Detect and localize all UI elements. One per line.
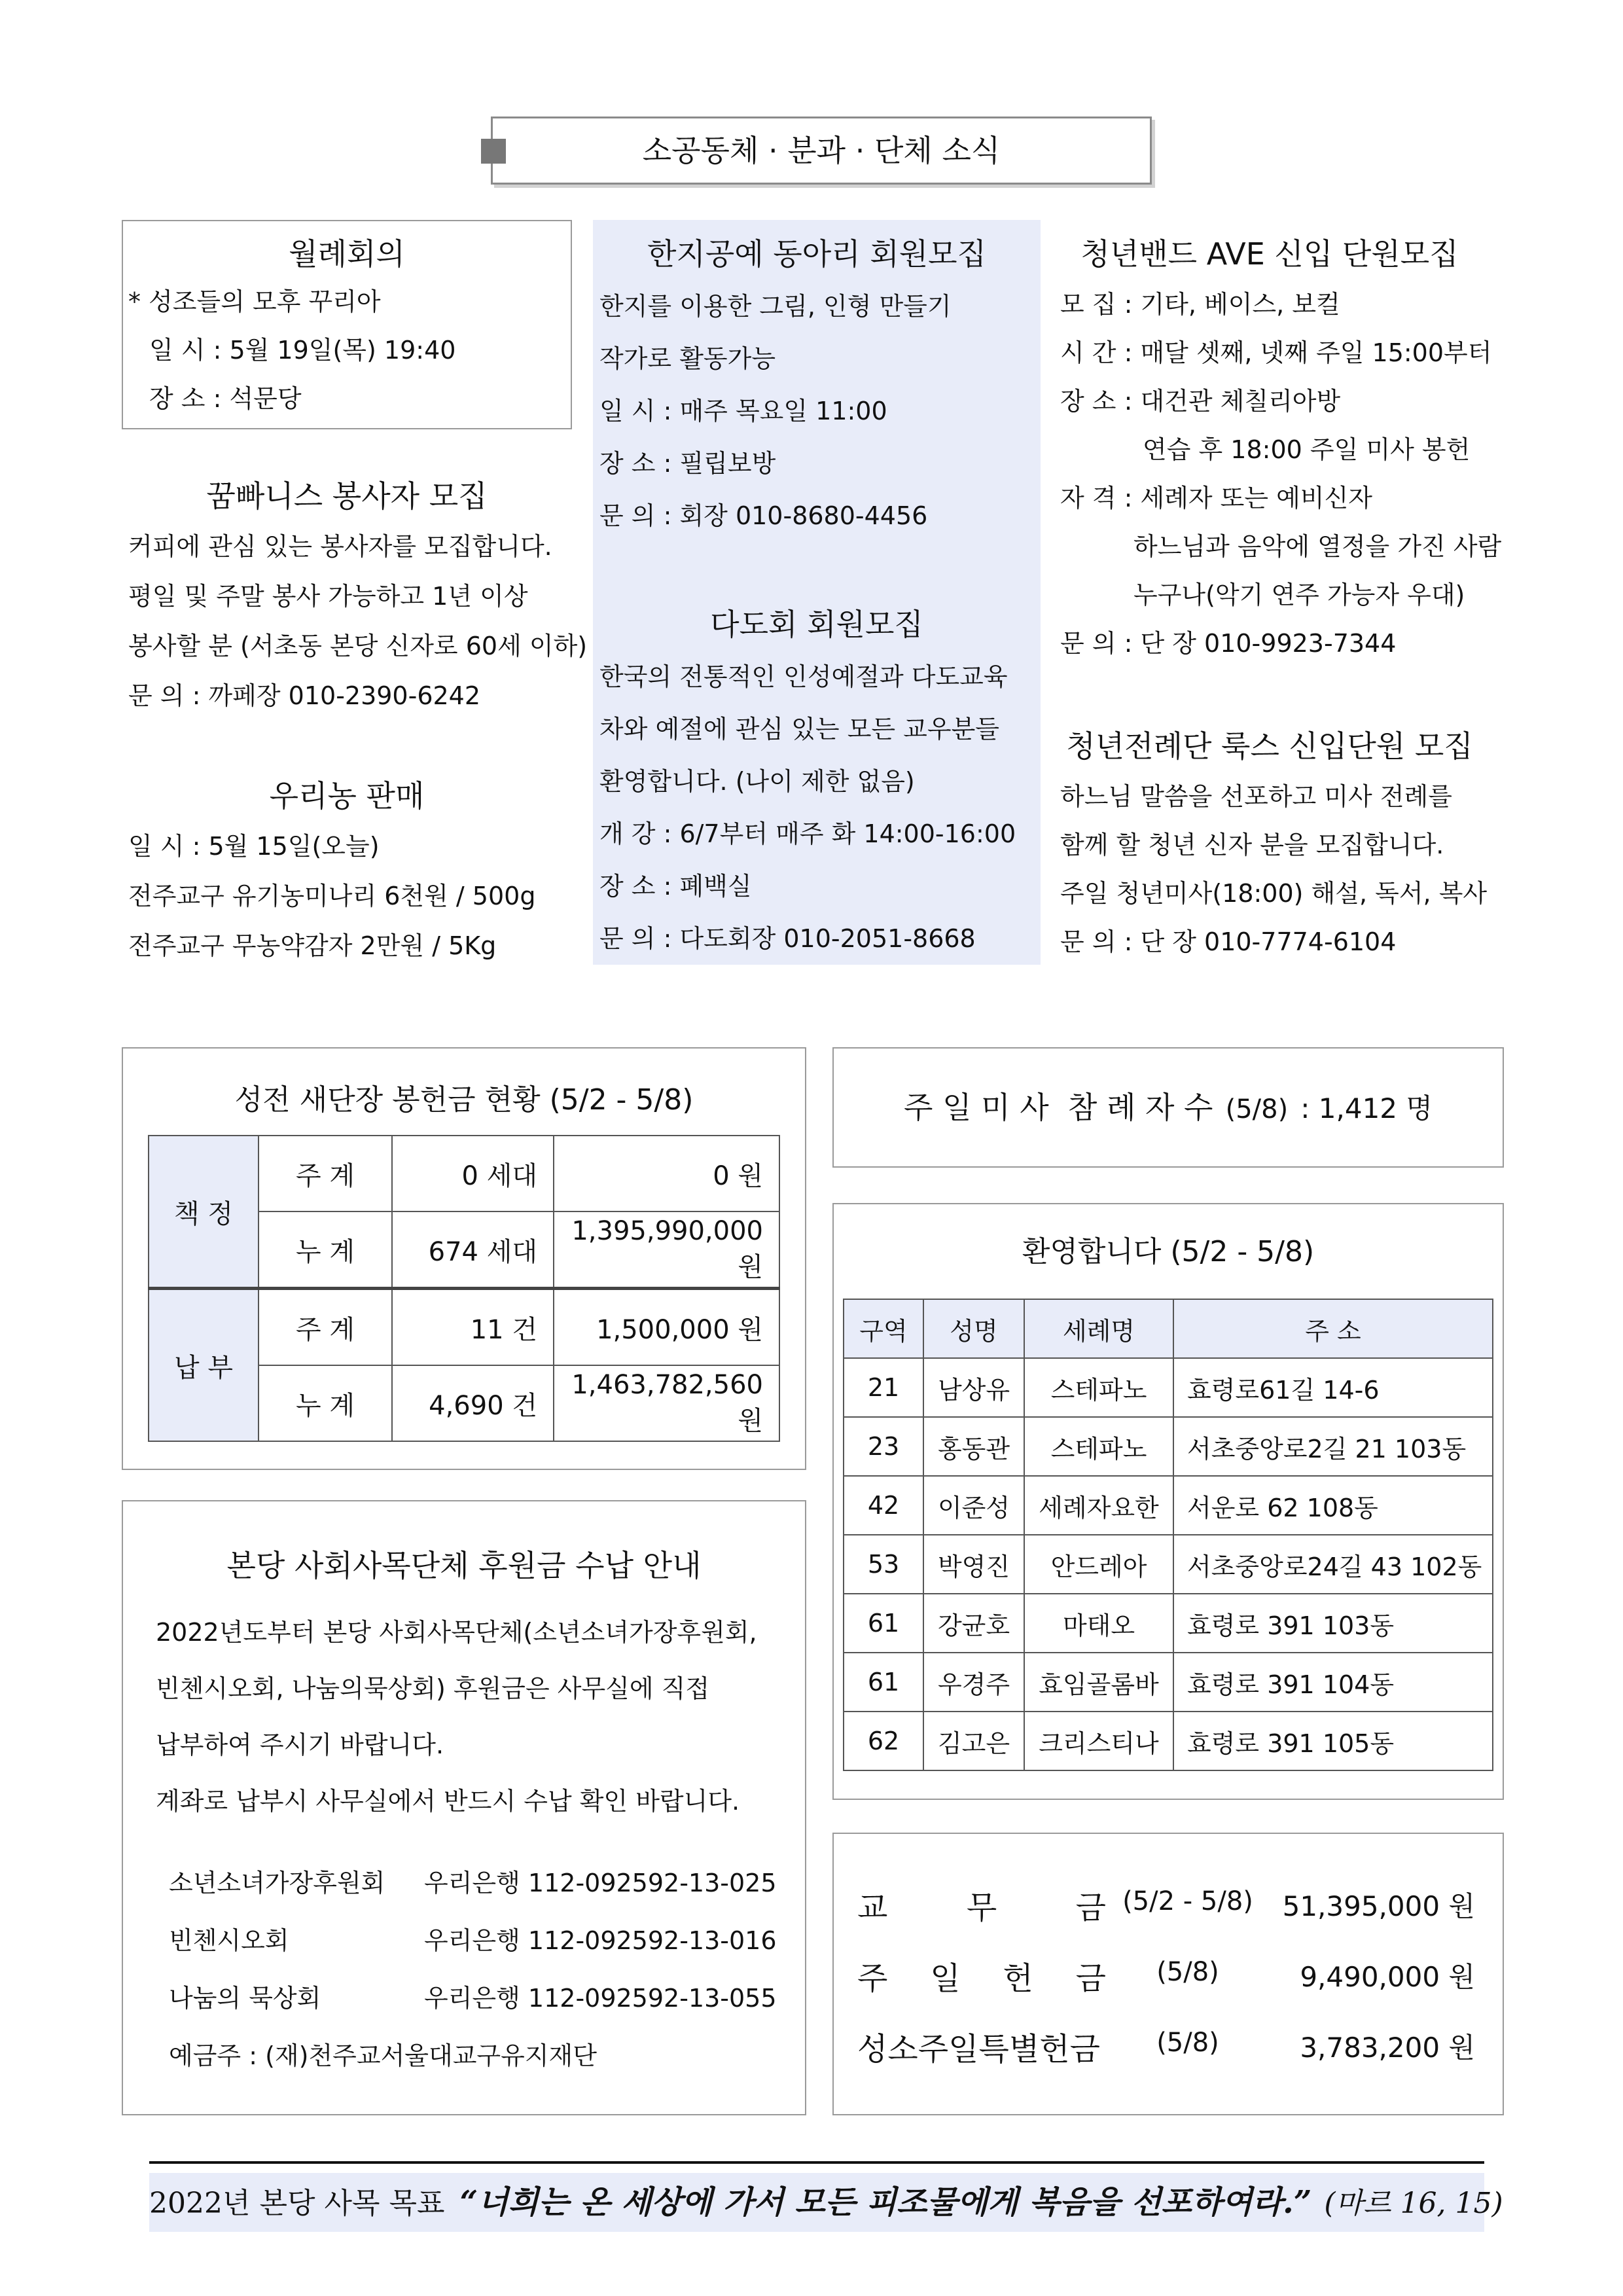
youth-liturgy-line: 함께 할 청년 신자 분을 모집합니다. bbox=[1060, 831, 1444, 859]
farm-sale-line: 일 시 : 5월 15일(오늘) bbox=[128, 832, 380, 861]
fund-amount: 3,783,200 원 bbox=[1300, 2032, 1475, 2064]
monthly-meeting-line: 일 시 : 5월 19일(목) 19:40 bbox=[149, 336, 456, 365]
youth-band-line: 시 간 : 매달 셋째, 넷째 주일 15:00부터 bbox=[1060, 338, 1492, 367]
support-account-org: 빈첸시오회 bbox=[169, 1926, 289, 1955]
table-row bbox=[844, 1476, 1493, 1535]
youth-band-line: 누구나(악기 연주 가능자 우대) bbox=[1133, 581, 1465, 609]
welcome-cell-zone: 62 bbox=[844, 1712, 923, 1770]
hanji-club-title: 한지공예 동아리 회원모집 bbox=[647, 236, 987, 272]
welcome-header-name: 성명 bbox=[923, 1299, 1024, 1358]
welcome-cell-address: 효령로 391 105동 bbox=[1173, 1712, 1493, 1770]
table-header-row bbox=[844, 1299, 1493, 1358]
welcome-cell-zone: 53 bbox=[844, 1535, 923, 1594]
welcome-cell-name: 강균호 bbox=[923, 1594, 1024, 1653]
offering-amount: 1,463,782,560 원 bbox=[554, 1365, 779, 1441]
welcome-cell-address: 서초중앙로24길 43 102동 bbox=[1173, 1535, 1493, 1594]
hanji-club-line: 한지를 이용한 그림, 인형 만들기 bbox=[599, 292, 952, 321]
welcome-cell-baptism: 세례자요한 bbox=[1024, 1476, 1173, 1535]
welcome-cell-zone: 21 bbox=[844, 1358, 923, 1417]
support-title: 본당 사회사목단체 후원금 수납 안내 bbox=[226, 1548, 702, 1583]
table-row bbox=[149, 1289, 779, 1366]
welcome-cell-name: 김고은 bbox=[923, 1712, 1024, 1770]
offering-amount: 1,395,990,000 원 bbox=[554, 1211, 779, 1289]
page-title: 소공동체 · 분과 · 단체 소식 bbox=[642, 133, 1001, 168]
welcome-cell-baptism: 효임골롬바 bbox=[1024, 1653, 1173, 1712]
table-row bbox=[844, 1535, 1493, 1594]
fund-period: (5/8) bbox=[1156, 1957, 1219, 1987]
fund-label: 주 일 헌 금 bbox=[857, 1960, 1106, 1997]
offering-amount: 1,500,000 원 bbox=[554, 1289, 779, 1366]
youth-band-line: 자 격 : 세례자 또는 예비신자 bbox=[1060, 484, 1372, 512]
welcome-cell-name: 우경주 bbox=[923, 1653, 1024, 1712]
support-line: 2022년도부터 본당 사회사목단체(소년소녀가장후원회, bbox=[156, 1618, 757, 1647]
fund-label: 교 무 금 bbox=[857, 1890, 1106, 1926]
welcome-cell-baptism: 스테파노 bbox=[1024, 1358, 1173, 1417]
youth-band-line: 하느님과 음악에 열정을 가진 사람 bbox=[1133, 532, 1502, 561]
welcome-header-zone: 구역 bbox=[844, 1299, 923, 1358]
hanji-club-line: 장 소 : 필립보방 bbox=[599, 449, 776, 478]
table-row bbox=[149, 1136, 779, 1211]
welcome-cell-baptism: 안드레아 bbox=[1024, 1535, 1173, 1594]
tea-club-line: 환영합니다. (나이 제한 없음) bbox=[599, 767, 915, 796]
welcome-cell-zone: 61 bbox=[844, 1653, 923, 1712]
footer-quote: “너희는 온 세상에 가서 모든 피조물에게 복음을 선포하여라.” bbox=[459, 2184, 1312, 2221]
offering-count: 11 건 bbox=[392, 1289, 554, 1366]
tea-club-line: 문 의 : 다도회장 010-2051-8668 bbox=[599, 924, 976, 953]
welcome-cell-zone: 23 bbox=[844, 1417, 923, 1476]
welcome-cell-address: 서운로 62 108동 bbox=[1173, 1476, 1493, 1535]
welcome-cell-name: 박영진 bbox=[923, 1535, 1024, 1594]
tea-club-line: 개 강 : 6/7부터 매주 화 14:00-16:00 bbox=[599, 819, 1016, 848]
fund-amount: 9,490,000 원 bbox=[1300, 1961, 1475, 1993]
fund-label: 성소주일특별헌금 bbox=[857, 2031, 1100, 2068]
attendance-text bbox=[832, 1047, 1504, 1168]
attendance-value: : 1,412 명 bbox=[1300, 1092, 1433, 1124]
welcome-cell-baptism: 크리스티나 bbox=[1024, 1712, 1173, 1770]
dream-volunteer-title: 꿈빠니스 봉사자 모집 bbox=[206, 478, 488, 514]
hanji-club-line: 문 의 : 회장 010-8680-4456 bbox=[599, 501, 928, 530]
hanji-club-line: 일 시 : 매주 목요일 11:00 bbox=[599, 397, 887, 425]
dream-volunteer-line: 커피에 관심 있는 봉사자를 모집합니다. bbox=[128, 532, 552, 561]
support-line: 계좌로 납부시 사무실에서 반드시 수납 확인 바랍니다. bbox=[156, 1787, 740, 1816]
offering-group-label: 책 정 bbox=[149, 1136, 259, 1289]
welcome-cell-zone: 61 bbox=[844, 1594, 923, 1653]
welcome-header-baptism: 세례명 bbox=[1024, 1299, 1173, 1358]
offering-kind: 주 계 bbox=[259, 1136, 392, 1211]
footer-rule bbox=[149, 2161, 1484, 2164]
tea-club-title: 다도회 회원모집 bbox=[710, 607, 923, 642]
monthly-meeting-line: * 성조들의 모후 꾸리아 bbox=[128, 287, 381, 316]
offering-count: 0 세대 bbox=[392, 1136, 554, 1211]
youth-band-line: 장 소 : 대건관 체칠리아방 bbox=[1060, 387, 1341, 416]
footer-ref: (마르 16, 15) bbox=[1324, 2187, 1503, 2220]
youth-liturgy-line: 하느님 말씀을 선포하고 미사 전례를 bbox=[1060, 782, 1452, 811]
welcome-title: 환영합니다 (5/2 - 5/8) bbox=[1022, 1235, 1315, 1268]
dream-volunteer-line: 문 의 : 까페장 010-2390-6242 bbox=[128, 681, 481, 710]
fund-amount: 51,395,000 원 bbox=[1282, 1890, 1475, 1922]
dream-volunteer-line: 봉사할 분 (서초동 본당 신자로 60세 이하) bbox=[128, 632, 588, 660]
welcome-header-address: 주 소 bbox=[1173, 1299, 1493, 1358]
dream-volunteer-line: 평일 및 주말 봉사 가능하고 1년 이상 bbox=[128, 582, 528, 611]
welcome-cell-name: 이준성 bbox=[923, 1476, 1024, 1535]
support-account-number: 우리은행 112-092592-13-025 bbox=[424, 1869, 777, 1897]
welcome-cell-address: 서초중앙로2길 21 103동 bbox=[1173, 1417, 1493, 1476]
farm-sale-line: 전주교구 무농약감자 2만원 / 5Kg bbox=[128, 931, 497, 960]
monthly-meeting-line: 장 소 : 석문당 bbox=[149, 384, 302, 413]
youth-band-line: 연습 후 18:00 주일 미사 봉헌 bbox=[1143, 435, 1471, 464]
welcome-cell-baptism: 스테파노 bbox=[1024, 1417, 1173, 1476]
welcome-cell-name: 남상유 bbox=[923, 1358, 1024, 1417]
fund-period: (5/8) bbox=[1156, 2028, 1219, 2058]
table-row bbox=[844, 1358, 1493, 1417]
offering-table bbox=[148, 1135, 780, 1442]
offering-title: 성전 새단장 봉헌금 현황 (5/2 - 5/8) bbox=[234, 1083, 694, 1117]
table-row bbox=[844, 1653, 1493, 1712]
offering-amount: 0 원 bbox=[554, 1136, 779, 1211]
footer-text bbox=[149, 2173, 1503, 2232]
welcome-cell-zone: 42 bbox=[844, 1476, 923, 1535]
youth-liturgy-line: 주일 청년미사(18:00) 해설, 독서, 복사 bbox=[1060, 879, 1488, 908]
support-account-number: 우리은행 112-092592-13-055 bbox=[424, 1984, 777, 2013]
table-row bbox=[844, 1712, 1493, 1770]
youth-liturgy-title: 청년전례단 룩스 신입단원 모집 bbox=[1066, 728, 1473, 764]
tea-club-line: 장 소 : 폐백실 bbox=[599, 872, 752, 901]
support-line: 빈첸시오회, 나눔의묵상회) 후원금은 사무실에 직접 bbox=[156, 1674, 710, 1703]
offering-count: 4,690 건 bbox=[392, 1365, 554, 1441]
welcome-cell-name: 홍동관 bbox=[923, 1417, 1024, 1476]
offering-group-label: 납 부 bbox=[149, 1289, 259, 1442]
support-holder: 예금주 : (재)천주교서울대교구유지재단 bbox=[169, 2041, 597, 2070]
offering-kind: 누 계 bbox=[259, 1211, 392, 1289]
tea-club-line: 차와 예절에 관심 있는 모든 교우분들 bbox=[599, 715, 1000, 744]
monthly-meeting-title: 월례회의 bbox=[289, 236, 405, 272]
youth-band-title: 청년밴드 AVE 신입 단원모집 bbox=[1080, 236, 1459, 272]
fund-period: (5/2 - 5/8) bbox=[1122, 1886, 1253, 1916]
footer-label: 2022년 본당 사목 목표 bbox=[149, 2187, 445, 2220]
support-account-org: 소년소녀가장후원회 bbox=[169, 1869, 385, 1897]
support-account-org: 나눔의 묵상회 bbox=[169, 1984, 321, 2013]
support-line: 납부하여 주시기 바랍니다. bbox=[156, 1731, 444, 1759]
table-row bbox=[844, 1417, 1493, 1476]
hanji-club-line: 작가로 활동가능 bbox=[599, 344, 776, 373]
welcome-cell-address: 효령로 391 103동 bbox=[1173, 1594, 1493, 1653]
table-row bbox=[844, 1594, 1493, 1653]
attendance-period: (5/8) bbox=[1225, 1094, 1289, 1124]
youth-band-line: 문 의 : 단 장 010-9923-7344 bbox=[1060, 629, 1397, 658]
support-account-number: 우리은행 112-092592-13-016 bbox=[424, 1926, 777, 1955]
welcome-cell-address: 효령로61길 14-6 bbox=[1173, 1358, 1493, 1417]
welcome-table bbox=[843, 1299, 1493, 1771]
attendance-label: 주 일 미 사 참 례 자 수 bbox=[904, 1090, 1213, 1125]
welcome-cell-address: 효령로 391 104동 bbox=[1173, 1653, 1493, 1712]
tea-club-line: 한국의 전통적인 인성예절과 다도교육 bbox=[599, 662, 1008, 691]
welcome-cell-baptism: 마태오 bbox=[1024, 1594, 1173, 1653]
youth-liturgy-line: 문 의 : 단 장 010-7774-6104 bbox=[1060, 927, 1397, 956]
youth-band-line: 모 집 : 기타, 베이스, 보컬 bbox=[1060, 290, 1340, 319]
farm-sale-title: 우리농 판매 bbox=[269, 778, 425, 814]
offering-count: 674 세대 bbox=[392, 1211, 554, 1289]
farm-sale-line: 전주교구 유기농미나리 6천원 / 500g bbox=[128, 882, 536, 910]
offering-kind: 주 계 bbox=[259, 1289, 392, 1366]
offering-kind: 누 계 bbox=[259, 1365, 392, 1441]
